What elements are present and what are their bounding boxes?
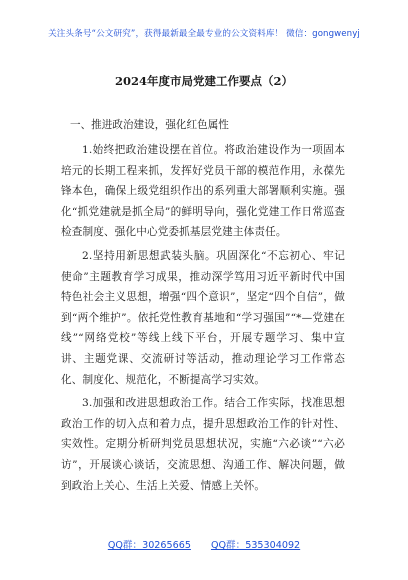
document-title: 2024年度市局党建工作要点（2） <box>114 74 293 88</box>
paragraph-3: 3.加强和改进思想政治工作。结合工作实际，找准思想政治工作的切入点和着力点，提升思想政治工作的针对性、实效性。定期分析研判党员思想状况，实施“六必谈”“六必访”，开展谈心谈话，交流思想、沟通工作、解决问题，做到政治上关心、生活上关爱、情感上关怀。 <box>61 397 345 492</box>
footer <box>0 537 408 551</box>
qq-group-link-1[interactable]: QQ群：30265665 <box>107 540 191 551</box>
document-body <box>61 118 345 499</box>
promo-banner: 关注头条号“公文研究”，获得最新最全最专业的公文资料库！ 微信：gongwenyj <box>48 29 360 39</box>
paragraph-2: 2.坚持用新思想武装头脑。巩固深化“不忘初心、牢记使命”主题教育学习成果，推动深学笃用习近平新时代中国特色社会主义思想，增强“四个意识”，坚定“四个自信”，做到“两个维护”。依托党性教育基地和“学习强国”“*—党建在线”“网络党校”等线上线下平台，开展专题学习、集中宣讲、主题党课、交流研讨等活动，推动理论学习工作常态化、制度化、规范化，不断提高学习实效。 <box>61 249 345 386</box>
qq-group-link-2[interactable]: QQ群：535304092 <box>210 540 301 551</box>
section-heading: 一、推进政治建设，强化红色属性 <box>70 119 229 131</box>
paragraph-1: 1.始终把政治建设摆在首位。将政治建设作为一项固本培元的长期工程来抓，发挥好党员干部的模范作用，永葆先锋本色，确保上级党组织作出的系列重大部署顺利实施。强化“抓党建就是抓全局”的鲜明导向，强化党建工作日常巡查检查制度、强化中心党委抓基层党建主体责任。 <box>61 144 345 239</box>
